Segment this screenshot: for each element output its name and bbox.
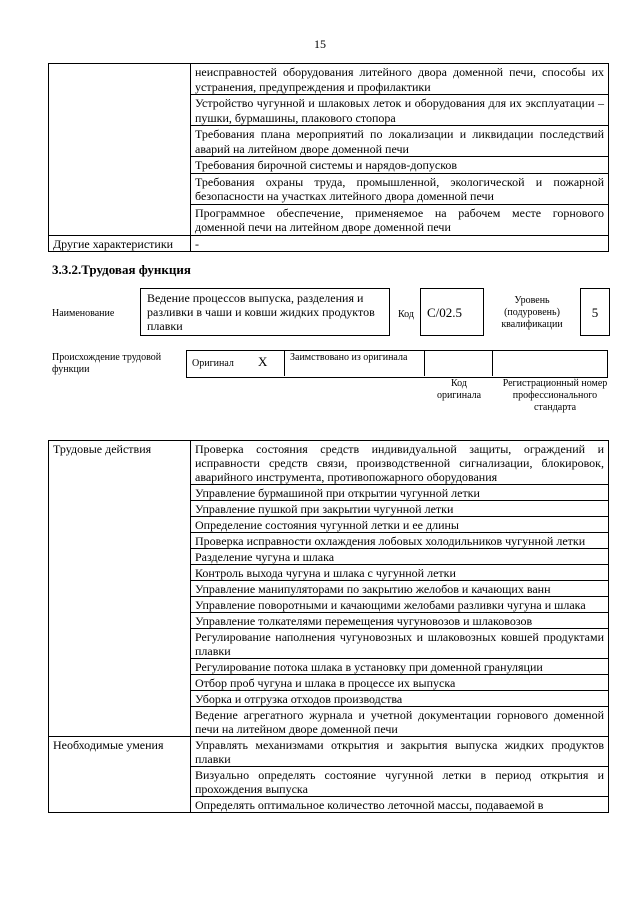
reg-number-label: Регистрационный номер профессионального стандарта — [502, 378, 608, 413]
table-cell: Управление пушкой при закрытии чугунной летки — [191, 501, 609, 517]
other-characteristics-label: Другие характеристики — [49, 235, 191, 252]
table-cell: Определять оптимальное количество леточной массы, подаваемой в — [191, 797, 609, 813]
code-value-box — [420, 288, 484, 336]
table-cell: Управление поворотными и качающими желобами разливки чугуна и шлака — [191, 597, 609, 613]
level-value: 5 — [591, 305, 599, 320]
origin-divider — [424, 350, 425, 376]
name-value-box — [140, 288, 390, 336]
original-mark: X — [258, 354, 268, 369]
table-cell: Ведение агрегатного журнала и учетной документации горнового доменной печи на литейном дворе доменной печи — [191, 707, 609, 737]
name-value: Ведение процессов выпуска, разделения и разливки в чаши и ковши жидких продуктов плавки — [147, 291, 375, 333]
origin-divider — [492, 350, 493, 376]
table-row — [49, 64, 609, 95]
table-cell: Определение состояния чугунной летки и ее длины — [191, 517, 609, 533]
table-cell: Отбор проб чугуна и шлака в процессе их выпуска — [191, 675, 609, 691]
table-cell: Управлять механизмами открытия и закрытия выпуска жидких продуктов плавки — [191, 737, 609, 767]
level-value-box — [580, 288, 610, 336]
table-cell: Регулирование наполнения чугуновозных и шлаковозных ковшей продуктами плавки — [191, 629, 609, 659]
table-cell: Требования бирочной системы и нарядов-допусков — [191, 157, 609, 174]
section-heading: 3.3.2.Трудовая функция — [52, 262, 191, 277]
table-cell: Проверка исправности охлаждения лобовых холодильников чугунной летки — [191, 533, 609, 549]
table-row — [49, 441, 609, 485]
table-cell: неисправностей оборудования литейного двора доменной печи, способы их устранения, предупреждения и профилактики — [191, 64, 609, 95]
table-row — [49, 737, 609, 767]
table-cell: Управление толкателями перемещения чугуновозов и шлаковозов — [191, 613, 609, 629]
borrowed-label: Заимствовано из оригинала — [290, 352, 408, 363]
table-cell: Требования плана мероприятий по локализации и ликвидации последствий аварий на литейном дворе доменной печи — [191, 126, 609, 157]
code-value: С/02.5 — [427, 305, 463, 320]
table-cell: Разделение чугуна и шлака — [191, 549, 609, 565]
row-label-empty — [49, 64, 191, 236]
code-original-label: Код оригинала — [436, 378, 482, 401]
table-row — [49, 235, 609, 252]
table-cell: Устройство чугунной и шлаковых леток и оборудования для их эксплуатации – пушки, бурмашины, плакового стопора — [191, 95, 609, 126]
level-label: Уровень (подуровень) квалификации — [501, 295, 563, 330]
origin-label: Происхождение трудовой функции — [52, 352, 162, 375]
table-cell: Контроль выхода чугуна и шлака с чугунной летки — [191, 565, 609, 581]
table-cell: Управление бурмашиной при открытии чугунной летки — [191, 485, 609, 501]
table-cell: Управление манипуляторами по закрытию желобов и качающих ванн — [191, 581, 609, 597]
name-label: Наименование — [52, 308, 115, 319]
table-cell: Требования охраны труда, промышленной, экологической и пожарной безопасности на участках литейного двора доменной печи — [191, 173, 609, 204]
other-characteristics-value: - — [191, 235, 609, 252]
knowledge-continuation-table — [48, 63, 609, 252]
table-cell: Уборка и отгрузка отходов производства — [191, 691, 609, 707]
origin-divider — [284, 350, 285, 376]
skills-label: Необходимые умения — [49, 737, 191, 813]
page-number: 15 — [314, 37, 326, 51]
table-cell: Визуально определять состояние чугунной летки в период открытия и прохождения выпуска — [191, 767, 609, 797]
labor-actions-label: Трудовые действия — [49, 441, 191, 737]
labor-function-table — [48, 440, 609, 813]
table-cell: Регулирование потока шлака в установку при доменной грануляции — [191, 659, 609, 675]
original-label: Оригинал — [192, 358, 234, 369]
code-label: Код — [398, 309, 414, 320]
table-cell: Проверка состояния средств индивидуальной защиты, ограждений и исправности средств связи, производственной сигнализации, блокировок, аварийного инструмента, противопожарного оборудования — [191, 441, 609, 485]
table-cell: Программное обеспечение, применяемое на рабочем месте горнового доменной печи на литейном дворе доменной печи — [191, 204, 609, 235]
